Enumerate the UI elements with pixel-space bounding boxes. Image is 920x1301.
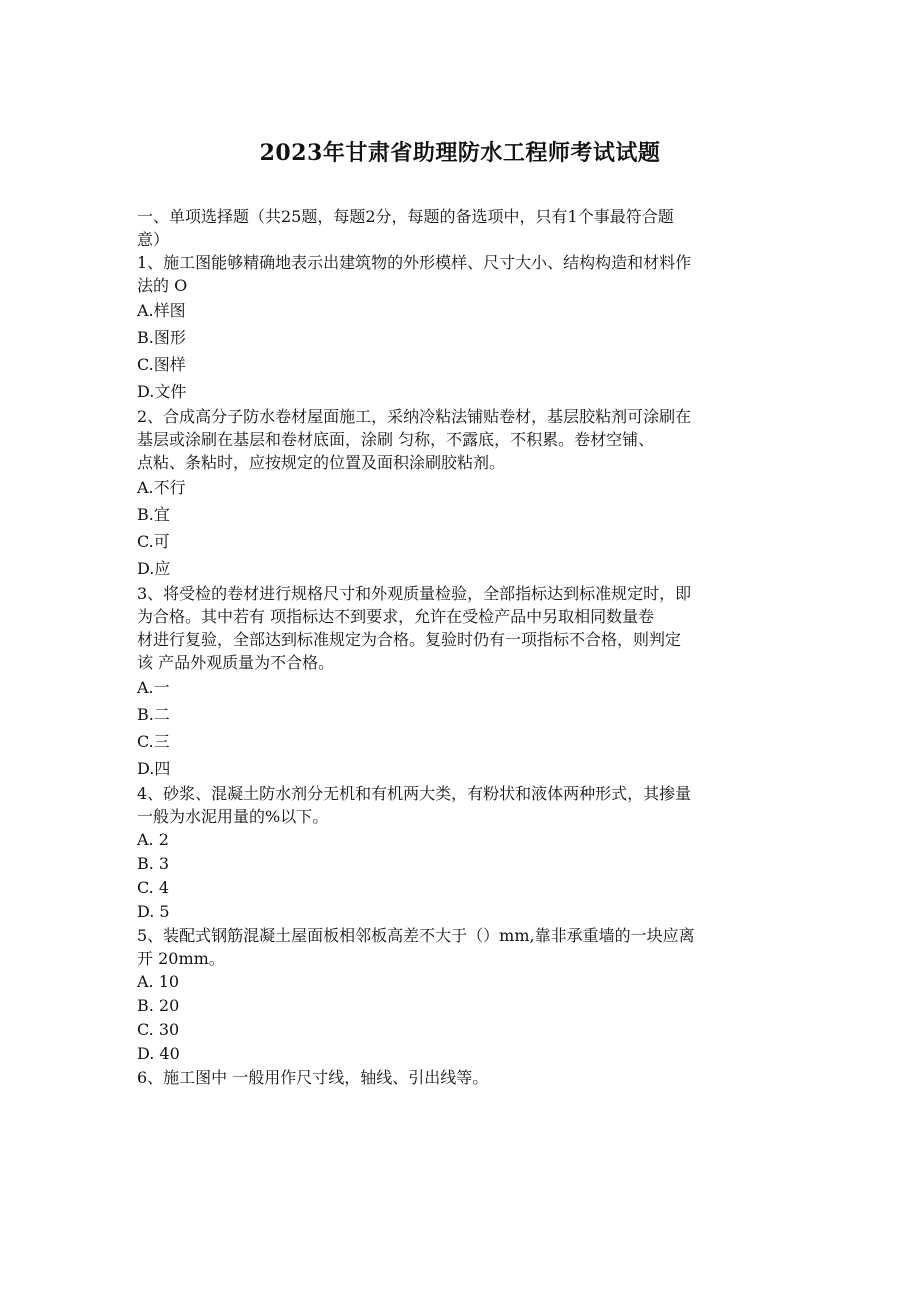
answer-option: D. 40 [137,1044,180,1063]
answer-option: B.宜 [137,505,170,524]
answer-option: A.不行 [137,478,186,497]
question-1 [137,251,782,405]
question-stem-line: 2、合成高分子防水卷材屋面施工，采纳冷粘法铺贴卷材，基层胶粘剂可涂刷在 [137,407,692,426]
answer-option: C. 4 [137,878,170,897]
answer-option: B.图形 [137,328,186,347]
answer-option: B. 3 [137,854,170,873]
question-6 [137,1066,782,1089]
question-stem-line: 开 20mm。 [137,949,225,968]
answer-option: C.图样 [137,355,186,374]
question-stem-line: 法的 O [137,276,188,295]
answer-option: B. 20 [137,996,180,1015]
question-stem-line: 5、装配式钢筋混凝土屋面板相邻板高差不大于（）mm,靠非承重墙的一块应离 [137,926,695,945]
question-2 [137,405,782,582]
question-3 [137,582,782,782]
question-stem-line: 基层或涂刷在基层和卷材底面，涂刷 匀称，不露底，不积累。卷材空铺、 [137,430,655,449]
question-stem-line: 该 产品外观质量为不合格。 [137,653,335,672]
answer-option: D.文件 [137,382,187,401]
question-stem-line: 1、施工图能够精确地表示出建筑物的外形模样、尺寸大小、结构构造和材料作 [137,253,692,272]
document-body [137,205,782,1089]
section-heading-line: 意） [137,230,170,249]
answer-option: A.样图 [137,301,186,320]
question-5 [137,924,782,1066]
answer-option: D. 5 [137,902,170,921]
answer-option: D.应 [137,559,171,578]
answer-option: D.四 [137,759,171,778]
section-heading [137,205,782,251]
question-stem-line: 3、将受检的卷材进行规格尺寸和外观质量检验，全部指标达到标准规定时，即 [137,584,692,603]
question-stem-line: 材进行复验，全部达到标准规定为合格。复验时仍有一项指标不合格，则判定 [137,630,682,649]
question-4 [137,782,782,924]
answer-option: B.二 [137,705,170,724]
answer-option: A.一 [137,678,170,697]
answer-option: C. 30 [137,1020,180,1039]
section-heading-line: 一、单项选择题（共25题，每题2分，每题的备选项中，只有1个事最符合题 [137,207,674,226]
document-title: 2023年甘肃省助理防水工程师考试试题 [259,140,661,166]
question-stem-line: 点粘、条粘时，应按规定的位置及面积涂刷胶粘剂。 [137,453,506,472]
question-stem-line: 4、砂浆、混凝土防水剂分无机和有机两大类，有粉状和液体两种形式，其掺量 [137,784,692,803]
answer-option: A. 2 [137,830,169,849]
answer-option: C.可 [137,532,170,551]
answer-option: A. 10 [137,972,180,991]
answer-option: C.三 [137,732,170,751]
question-stem-line: 为合格。其中若有 项指标达不到要求，允许在受检产品中另取相同数量卷 [137,607,655,626]
question-stem-line: 一般为水泥用量的%以下。 [137,807,329,826]
question-stem-line: 6、施工图中 一般用作尺寸线，轴线、引出线等。 [137,1068,489,1087]
